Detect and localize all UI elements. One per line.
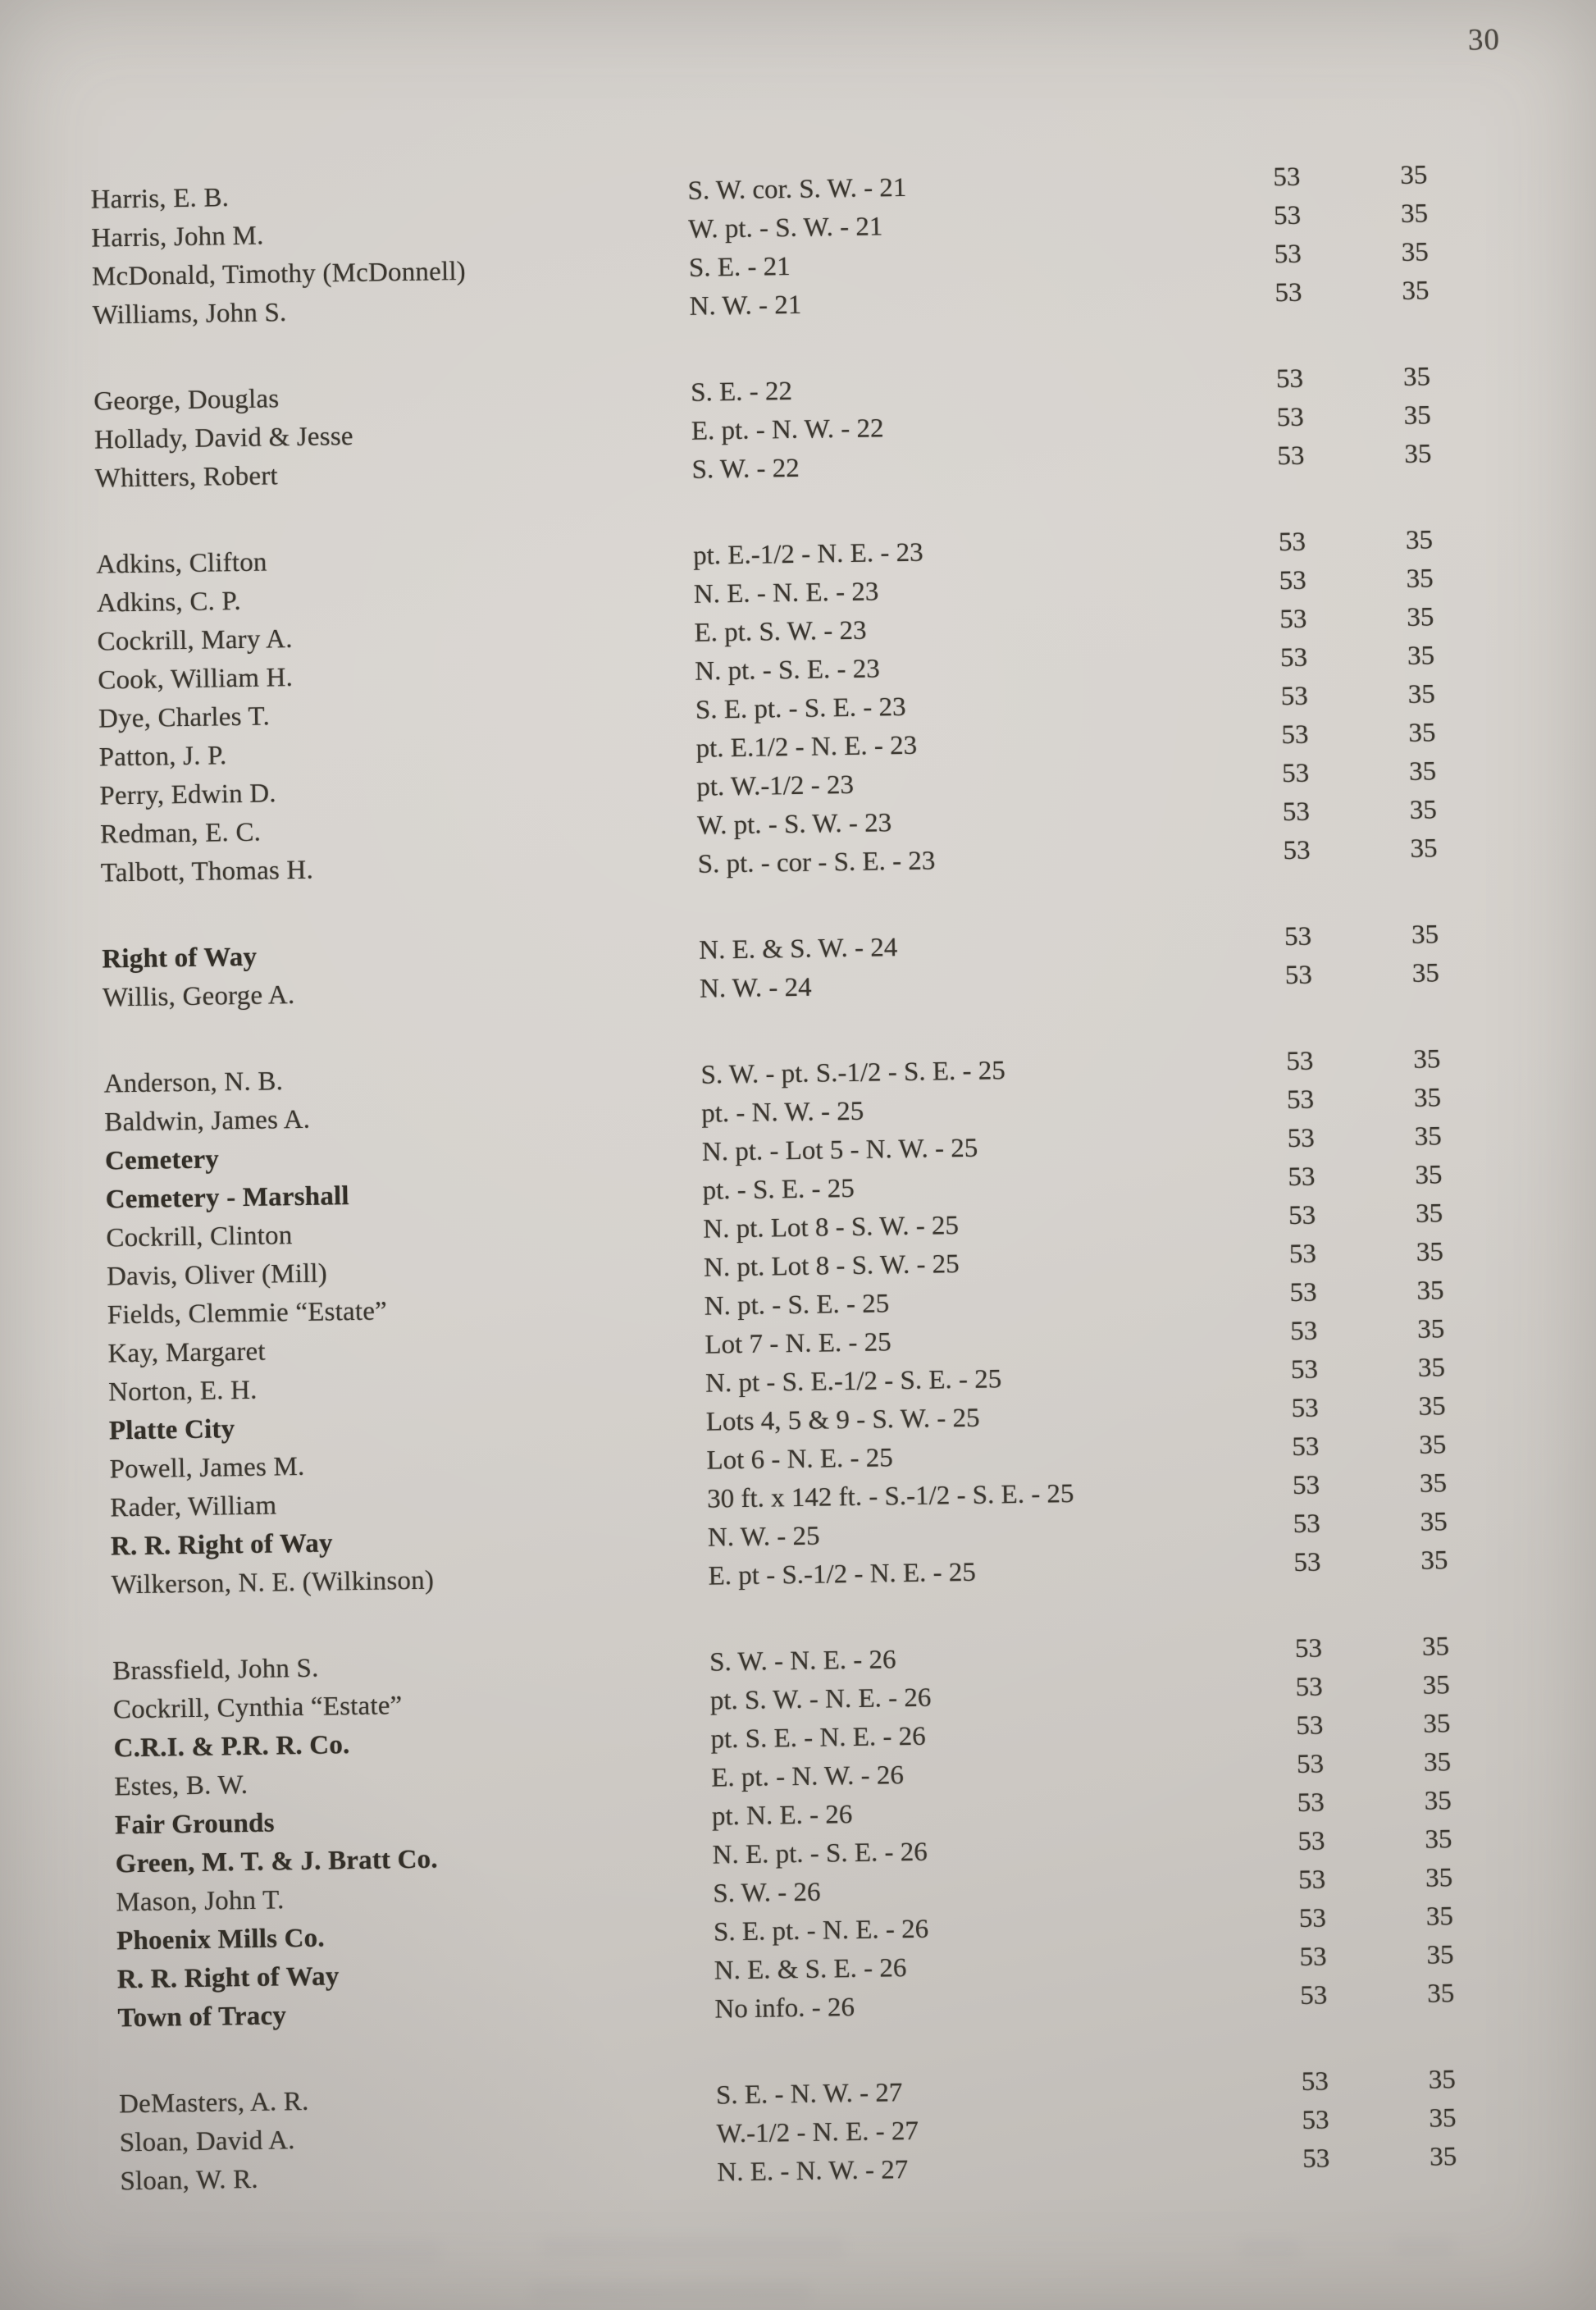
land-description: Lot 7 - N. E. - 25 bbox=[705, 1327, 891, 1360]
number-column-1: 53 bbox=[1301, 2066, 1329, 2098]
number-column-1: 53 bbox=[1277, 441, 1305, 472]
land-description: W. pt. - S. W. - 21 bbox=[687, 212, 883, 244]
owner-name: Patton, J. P. bbox=[98, 741, 227, 773]
number-column-2: 35 bbox=[1418, 1391, 1446, 1422]
owner-name: Adkins, Clifton bbox=[95, 547, 267, 580]
owner-name: Mason, John T. bbox=[116, 1885, 285, 1918]
number-column-2: 35 bbox=[1421, 1632, 1450, 1662]
number-column-1: 53 bbox=[1286, 1084, 1315, 1116]
number-column-2: 35 bbox=[1416, 1276, 1444, 1306]
owner-name: Phoenix Mills Co. bbox=[116, 1923, 326, 1956]
number-column-2: 35 bbox=[1400, 199, 1429, 229]
owner-name: Right of Way bbox=[102, 942, 258, 975]
number-column-1: 53 bbox=[1298, 1903, 1327, 1934]
owner-name: Sloan, David A. bbox=[119, 2125, 295, 2158]
number-column-1: 53 bbox=[1288, 1200, 1316, 1231]
number-column-2: 35 bbox=[1416, 1237, 1444, 1267]
number-column-1: 53 bbox=[1273, 162, 1301, 193]
owner-name: McDonald, Timothy (McDonnell) bbox=[91, 256, 467, 292]
number-column-2: 35 bbox=[1417, 1353, 1446, 1383]
number-column-1: 53 bbox=[1281, 719, 1309, 751]
number-column-2: 35 bbox=[1410, 833, 1438, 864]
owner-name: Perry, Edwin D. bbox=[99, 778, 276, 811]
owner-name: Harris, E. B. bbox=[90, 183, 230, 215]
number-column-1: 53 bbox=[1281, 758, 1310, 789]
number-column-1: 53 bbox=[1284, 921, 1312, 952]
number-column-2: 35 bbox=[1404, 439, 1432, 469]
land-description: N. pt. Lot 8 - S. W. - 25 bbox=[703, 1211, 960, 1244]
number-column-2: 35 bbox=[1403, 400, 1431, 431]
land-description: pt. S. W. - N. E. - 26 bbox=[709, 1682, 932, 1716]
land-description: W. pt. - S. W. - 23 bbox=[696, 808, 892, 841]
owner-name: Cemetery - Marshall bbox=[105, 1181, 349, 1215]
section-block bbox=[93, 362, 1489, 498]
number-column-1: 53 bbox=[1273, 200, 1302, 231]
land-description: S. E. pt. - N. E. - 26 bbox=[713, 1914, 929, 1947]
number-column-2: 35 bbox=[1420, 1507, 1448, 1537]
land-description: pt. W.-1/2 - 23 bbox=[696, 769, 855, 802]
number-column-1: 53 bbox=[1293, 1547, 1321, 1578]
number-column-2: 35 bbox=[1425, 1863, 1453, 1893]
number-column-1: 53 bbox=[1282, 797, 1311, 828]
land-description: pt. E.-1/2 - N. E. - 23 bbox=[692, 537, 923, 571]
owner-name: Willis, George A. bbox=[102, 980, 295, 1013]
number-column-2: 35 bbox=[1411, 958, 1440, 988]
number-column-2: 35 bbox=[1402, 362, 1431, 392]
number-column-1: 53 bbox=[1302, 2143, 1330, 2175]
number-column-1: 53 bbox=[1286, 1046, 1314, 1077]
number-column-2: 35 bbox=[1429, 2142, 1457, 2172]
number-column-2: 35 bbox=[1407, 641, 1435, 671]
number-column-1: 53 bbox=[1289, 1277, 1317, 1308]
land-description: S. E. - 22 bbox=[690, 377, 793, 408]
owner-name: Town of Tracy bbox=[117, 2001, 287, 2034]
section-block bbox=[102, 920, 1497, 1017]
number-column-1: 53 bbox=[1299, 1942, 1327, 1973]
number-column-1: 53 bbox=[1294, 1633, 1323, 1664]
number-column-2: 35 bbox=[1411, 920, 1439, 950]
owner-name: DeMasters, A. R. bbox=[118, 2086, 309, 2120]
land-description: S. W. - N. E. - 26 bbox=[709, 1645, 896, 1678]
number-column-1: 53 bbox=[1275, 363, 1304, 395]
number-column-2: 35 bbox=[1426, 1940, 1454, 1970]
land-description: pt. N. E. - 26 bbox=[711, 1800, 853, 1832]
land-description: N. pt. - Lot 5 - N. W. - 25 bbox=[701, 1133, 978, 1167]
land-description: N. pt. - S. E. - 25 bbox=[704, 1289, 890, 1322]
land-description: E. pt. S. W. - 23 bbox=[694, 615, 867, 648]
number-column-2: 35 bbox=[1407, 679, 1436, 710]
land-description: pt. S. E. - N. E. - 26 bbox=[710, 1721, 926, 1755]
number-column-2: 35 bbox=[1415, 1160, 1443, 1190]
land-description: S. E. - N. W. - 27 bbox=[715, 2078, 903, 2111]
section-block bbox=[90, 160, 1487, 335]
owner-name: Williams, John S. bbox=[92, 298, 287, 331]
number-column-1: 53 bbox=[1274, 239, 1302, 270]
number-column-2: 35 bbox=[1423, 1747, 1452, 1778]
owner-name: Harris, John M. bbox=[91, 221, 264, 253]
number-column-2: 35 bbox=[1419, 1468, 1448, 1499]
land-description: N. W. - 21 bbox=[689, 290, 802, 322]
owner-name: Hollady, David & Jesse bbox=[93, 421, 353, 455]
land-description: 30 ft. x 142 ft. - S.-1/2 - S. E. - 25 bbox=[706, 1479, 1074, 1514]
land-description: Lot 6 - N. E. - 25 bbox=[706, 1443, 894, 1476]
number-column-2: 35 bbox=[1425, 1824, 1452, 1855]
owner-name: Fair Grounds bbox=[114, 1808, 275, 1841]
section-block bbox=[96, 525, 1495, 892]
number-column-1: 53 bbox=[1279, 565, 1306, 596]
land-description: N. pt. - S. E. - 23 bbox=[694, 654, 880, 687]
owner-name: R. R. Right of Way bbox=[110, 1528, 333, 1562]
land-description: S. W. - pt. S.-1/2 - S. E. - 25 bbox=[700, 1056, 1006, 1090]
number-column-1: 53 bbox=[1284, 960, 1313, 991]
number-column-2: 35 bbox=[1423, 1709, 1451, 1739]
owner-name: Talbott, Thomas H. bbox=[100, 855, 314, 888]
owner-name: Estes, B. W. bbox=[114, 1770, 249, 1802]
owner-name: C.R.I. & P.R. R. Co. bbox=[113, 1730, 350, 1764]
owner-name: Rader, William bbox=[110, 1491, 277, 1523]
number-column-1: 53 bbox=[1300, 1980, 1328, 2011]
number-column-1: 53 bbox=[1296, 1710, 1324, 1742]
land-description: N. pt. Lot 8 - S. W. - 25 bbox=[703, 1249, 960, 1283]
number-column-2: 35 bbox=[1408, 756, 1437, 787]
number-column-2: 35 bbox=[1406, 564, 1434, 594]
owner-name: Wilkerson, N. E. (Wilkinson) bbox=[111, 1565, 435, 1600]
owner-name: Dye, Charles T. bbox=[98, 701, 271, 734]
owner-name: Powell, James M. bbox=[109, 1451, 305, 1485]
land-description: N. E. - N. E. - 23 bbox=[693, 577, 879, 609]
number-column-1: 53 bbox=[1297, 1865, 1326, 1896]
number-column-1: 53 bbox=[1302, 2105, 1329, 2136]
owner-name: Redman, E. C. bbox=[99, 817, 262, 850]
land-description: N. W. - 24 bbox=[699, 972, 812, 1004]
owner-name: Fields, Clemmie “Estate” bbox=[107, 1296, 388, 1331]
land-description: S. W. cor. S. W. - 21 bbox=[687, 172, 907, 206]
section-block bbox=[119, 2065, 1515, 2201]
number-column-2: 35 bbox=[1405, 525, 1434, 555]
number-column-1: 53 bbox=[1280, 681, 1309, 712]
land-description: N. E. pt. - S. E. - 26 bbox=[712, 1837, 928, 1870]
land-description: E. pt. - N. W. - 26 bbox=[710, 1760, 905, 1793]
owner-name: Green, M. T. & J. Bratt Co. bbox=[115, 1844, 439, 1879]
number-column-2: 35 bbox=[1413, 1044, 1441, 1075]
owner-name: Cook, William H. bbox=[98, 663, 294, 696]
owner-name: Norton, E. H. bbox=[107, 1375, 258, 1408]
number-column-2: 35 bbox=[1419, 1430, 1447, 1460]
number-column-2: 35 bbox=[1415, 1198, 1443, 1229]
land-description: W.-1/2 - N. E. - 27 bbox=[716, 2116, 919, 2149]
owner-name: Davis, Oliver (Mill) bbox=[106, 1258, 328, 1292]
number-column-1: 53 bbox=[1296, 1749, 1325, 1780]
land-description: N. pt - S. E.-1/2 - S. E. - 25 bbox=[705, 1364, 1002, 1399]
number-column-2: 35 bbox=[1413, 1083, 1442, 1113]
owner-name: Brassfield, John S. bbox=[112, 1653, 319, 1687]
number-column-2: 35 bbox=[1424, 1786, 1452, 1816]
number-column-1: 53 bbox=[1275, 277, 1302, 308]
land-description: No info. - 26 bbox=[714, 1993, 855, 2025]
number-column-2: 35 bbox=[1409, 795, 1438, 825]
land-description: Lots 4, 5 & 9 - S. W. - 25 bbox=[705, 1403, 980, 1437]
land-description: S. E. - 21 bbox=[688, 252, 791, 283]
number-column-2: 35 bbox=[1420, 1545, 1448, 1576]
number-column-2: 35 bbox=[1425, 1901, 1454, 1932]
number-column-1: 53 bbox=[1279, 604, 1307, 635]
number-column-1: 53 bbox=[1291, 1393, 1319, 1424]
number-column-1: 53 bbox=[1292, 1431, 1320, 1463]
number-column-1: 53 bbox=[1287, 1123, 1316, 1154]
owner-name: Whitters, Robert bbox=[94, 461, 279, 494]
section-block bbox=[103, 1044, 1506, 1605]
owner-name: R. R. Right of Way bbox=[116, 1961, 340, 1995]
owner-name: Baldwin, James A. bbox=[104, 1104, 311, 1138]
page-number: 30 bbox=[1467, 23, 1501, 57]
number-column-2: 35 bbox=[1428, 2065, 1457, 2095]
land-description: pt. - S. E. - 25 bbox=[702, 1173, 855, 1206]
number-column-1: 53 bbox=[1289, 1316, 1318, 1347]
number-column-1: 53 bbox=[1293, 1509, 1321, 1540]
land-description: E. pt - S.-1/2 - N. E. - 25 bbox=[708, 1557, 977, 1591]
number-column-1: 53 bbox=[1288, 1162, 1316, 1193]
owner-name: Platte City bbox=[108, 1414, 235, 1446]
land-description: E. pt. - N. W. - 22 bbox=[691, 413, 884, 446]
land-description: N. W. - 25 bbox=[707, 1521, 820, 1553]
owner-name: Anderson, N. B. bbox=[103, 1066, 284, 1099]
number-column-2: 35 bbox=[1422, 1670, 1450, 1701]
land-description: N. E. - N. W. - 27 bbox=[717, 2155, 909, 2188]
number-column-2: 35 bbox=[1401, 237, 1430, 267]
land-description: pt. E.1/2 - N. E. - 23 bbox=[695, 730, 918, 764]
section-block bbox=[112, 1632, 1512, 2038]
owner-name: Cockrill, Cynthia “Estate” bbox=[112, 1691, 403, 1725]
number-column-2: 35 bbox=[1429, 2103, 1457, 2134]
number-column-2: 35 bbox=[1426, 1979, 1455, 2009]
number-column-1: 53 bbox=[1279, 642, 1308, 673]
owner-name: Cemetery bbox=[104, 1144, 220, 1176]
number-column-2: 35 bbox=[1402, 276, 1430, 306]
number-column-2: 35 bbox=[1408, 718, 1436, 748]
number-column-2: 35 bbox=[1416, 1314, 1445, 1344]
number-column-2: 35 bbox=[1407, 602, 1434, 632]
land-description: S. pt. - cor - S. E. - 23 bbox=[697, 846, 936, 879]
land-description: N. E. & S. E. - 26 bbox=[714, 1953, 907, 1986]
number-column-1: 53 bbox=[1283, 835, 1311, 866]
number-column-2: 35 bbox=[1400, 160, 1428, 190]
owner-name: Kay, Margaret bbox=[107, 1336, 267, 1369]
number-column-1: 53 bbox=[1288, 1239, 1317, 1270]
number-column-1: 53 bbox=[1295, 1672, 1323, 1703]
number-column-1: 53 bbox=[1276, 402, 1304, 433]
owner-name: Cockrill, Mary A. bbox=[97, 624, 293, 657]
number-column-2: 35 bbox=[1414, 1121, 1443, 1152]
land-description: pt. - N. W. - 25 bbox=[700, 1096, 864, 1129]
number-column-1: 53 bbox=[1290, 1354, 1319, 1386]
land-description: S. W. - 26 bbox=[713, 1877, 821, 1909]
owner-name: Adkins, C. P. bbox=[96, 587, 242, 619]
land-ownership-table bbox=[90, 160, 1515, 2248]
land-description: N. E. & S. W. - 24 bbox=[699, 933, 898, 966]
number-column-1: 53 bbox=[1297, 1787, 1325, 1819]
owner-name: Cockrill, Clinton bbox=[106, 1221, 293, 1253]
number-column-1: 53 bbox=[1292, 1470, 1320, 1501]
number-column-1: 53 bbox=[1297, 1826, 1325, 1857]
land-description: S. E. pt. - S. E. - 23 bbox=[695, 692, 906, 725]
owner-name: George, Douglas bbox=[93, 384, 280, 417]
number-column-1: 53 bbox=[1278, 527, 1306, 558]
land-description: S. W. - 22 bbox=[691, 453, 800, 485]
owner-name: Sloan, W. R. bbox=[120, 2164, 259, 2197]
